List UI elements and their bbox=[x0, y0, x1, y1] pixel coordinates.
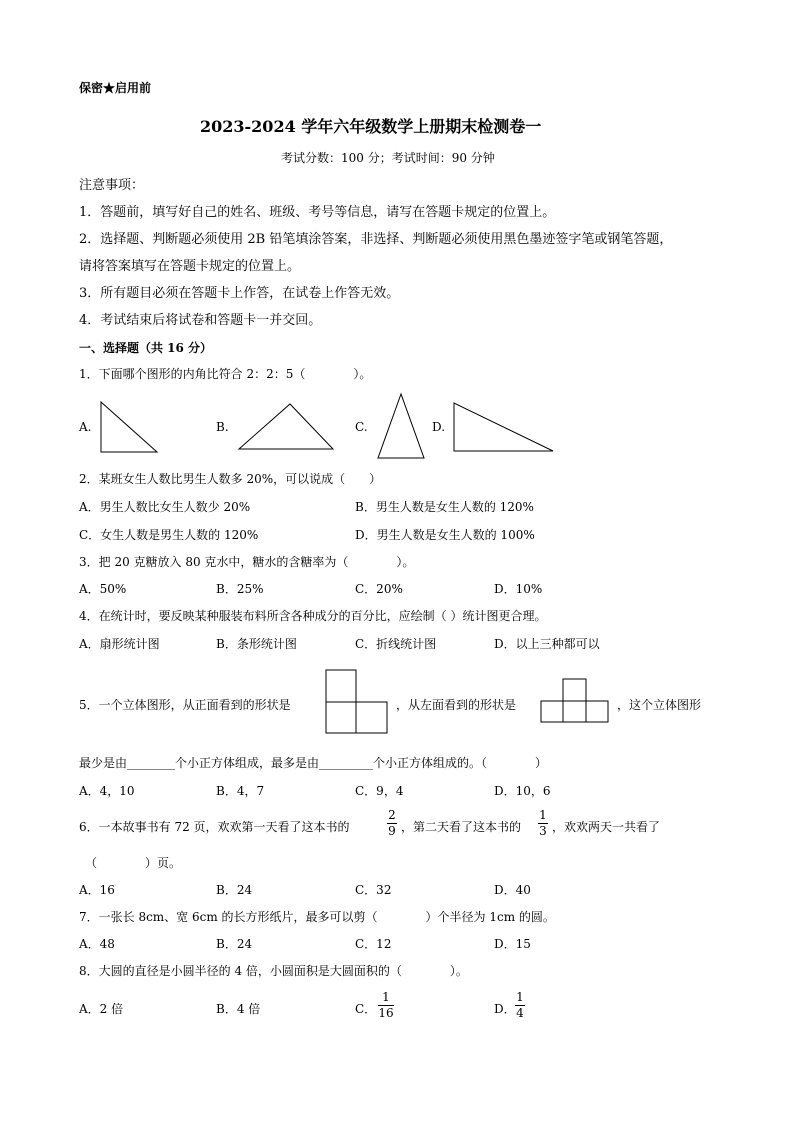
note-item: 3．所有题目必须在答题卡上作答，在试卷上作答无效。 bbox=[79, 286, 400, 301]
q8-option-b: B．4 倍 bbox=[216, 1002, 261, 1016]
fraction-denominator: 9 bbox=[388, 824, 396, 838]
q4-option-d: D．以上三种都可以 bbox=[494, 637, 600, 651]
question-6-stem-line2: （ ）页。 bbox=[85, 856, 182, 870]
fraction-numerator: 1 bbox=[539, 808, 547, 822]
question-5-stem-part1: 5．一个立体图形，从正面看到的形状是 bbox=[79, 698, 291, 712]
question-7-stem: 7．一张长 8cm、宽 6cm 的长方形纸片，最多可以剪（ ）个半径为 1cm 的圆。 bbox=[79, 910, 555, 924]
q1-option-d-label: D. bbox=[432, 420, 446, 434]
obtuse-triangle-figure bbox=[237, 402, 337, 452]
question-5-stem-part3: ，这个立体图形 bbox=[617, 698, 702, 712]
scalene-triangle-figure bbox=[452, 401, 556, 453]
left-view-figure bbox=[540, 678, 611, 724]
fraction-one-sixteenth bbox=[378, 991, 394, 1020]
q5-option-b: B．4，7 bbox=[216, 784, 265, 798]
question-5-stem-line2: 最少是由________个小正方体组成，最多是由_________个小正方体组成的。（ ） bbox=[79, 756, 548, 770]
q7-option-d: D．15 bbox=[494, 937, 531, 951]
note-item: 1．答题前，填写好自己的姓名、班级、考号等信息，请写在答题卡规定的位置上。 bbox=[79, 205, 556, 220]
q7-option-a: A．48 bbox=[79, 937, 115, 951]
question-6-stem-part1: 6．一本故事书有 72 页，欢欢第一天看了这本书的 bbox=[79, 820, 350, 834]
note-item: 4．考试结束后将试卷和答题卡一并交回。 bbox=[79, 313, 322, 328]
q5-option-c: C．9，4 bbox=[355, 784, 404, 798]
q3-option-a: A．50% bbox=[79, 582, 127, 596]
q3-option-b: B．25% bbox=[216, 582, 264, 596]
note-item: 2．选择题、判断题必须使用 2B 铅笔填涂答案，非选择、判断题必须使用黑色墨迹签字笔或钢笔答题， bbox=[79, 232, 673, 247]
q4-option-b: B．条形统计图 bbox=[216, 637, 297, 651]
q2-option-b: B．男生人数是女生人数的 120% bbox=[355, 500, 534, 514]
q5-option-a: A．4，10 bbox=[79, 784, 135, 798]
fraction-numerator: 1 bbox=[382, 990, 390, 1004]
question-8-stem: 8．大圆的直径是小圆半径的 4 倍，小圆面积是大圆面积的（ ）。 bbox=[79, 964, 468, 978]
front-view-figure bbox=[325, 669, 389, 735]
fraction-one-fourth bbox=[515, 991, 525, 1020]
question-4-stem: 4．在统计时，要反映某种服装布料所含各种成分的百分比，应绘制（ ）统计图更合理。 bbox=[79, 609, 547, 623]
q8-option-d-label: D． bbox=[494, 1002, 516, 1016]
q5-option-d: D．10，6 bbox=[494, 784, 551, 798]
question-1-stem: 1．下面哪个图形的内角比符合 2：2：5（ ）。 bbox=[79, 367, 372, 381]
q4-option-a: A．扇形统计图 bbox=[79, 637, 160, 651]
question-6-stem-part3: ，欢欢两天一共看了 bbox=[552, 820, 661, 834]
q3-option-d: D．10% bbox=[494, 582, 543, 596]
q2-option-a: A．男生人数比女生人数少 20% bbox=[79, 500, 251, 514]
q3-option-c: C．20% bbox=[355, 582, 403, 596]
q1-option-c-label: C. bbox=[355, 420, 368, 434]
confidential-label: 保密★启用前 bbox=[79, 81, 152, 95]
q6-option-a: A．16 bbox=[79, 883, 115, 897]
q2-option-c: C．女生人数是男生人数的 120% bbox=[79, 528, 259, 542]
question-3-stem: 3．把 20 克糖放入 80 克水中，糖水的含糖率为（ ）。 bbox=[79, 555, 415, 569]
q6-option-b: B．24 bbox=[216, 883, 253, 897]
right-triangle-figure bbox=[99, 400, 159, 455]
fraction-denominator: 3 bbox=[539, 824, 547, 838]
question-5-stem-part2: ，从左面看到的形状是 bbox=[396, 698, 517, 712]
question-2-stem: 2．某班女生人数比男生人数多 20%，可以说成（ ） bbox=[79, 472, 382, 486]
fraction-numerator: 2 bbox=[388, 808, 396, 822]
q4-option-c: C．折线统计图 bbox=[355, 637, 437, 651]
q8-option-c-label: C． bbox=[355, 1002, 377, 1016]
isosceles-triangle-figure bbox=[376, 392, 431, 460]
q7-option-b: B．24 bbox=[216, 937, 253, 951]
question-6-stem-part2: ，第二天看了这本书的 bbox=[401, 820, 522, 834]
q8-option-a: A．2 倍 bbox=[79, 1002, 124, 1016]
q1-option-b-label: B. bbox=[216, 420, 229, 434]
q6-option-d: D．40 bbox=[494, 883, 531, 897]
section-heading: 一、选择题（共 16 分） bbox=[79, 341, 213, 355]
exam-info: 考试分数：100 分；考试时间：90 分钟 bbox=[281, 151, 495, 165]
q2-option-d: D．男生人数是女生人数的 100% bbox=[355, 528, 535, 542]
q6-option-c: C．32 bbox=[355, 883, 392, 897]
q1-option-a-label: A. bbox=[79, 420, 92, 434]
fraction-denominator: 16 bbox=[378, 1006, 394, 1020]
q7-option-c: C．12 bbox=[355, 937, 392, 951]
fraction-denominator: 4 bbox=[516, 1006, 524, 1020]
fraction-one-third bbox=[538, 809, 548, 838]
fraction-numerator: 1 bbox=[516, 990, 524, 1004]
notes-heading: 注意事项： bbox=[79, 178, 145, 193]
page-title: 2023-2024 学年六年级数学上册期末检测卷一 bbox=[200, 117, 542, 136]
fraction-two-ninths bbox=[387, 809, 397, 838]
note-item: 请将答案填写在答题卡规定的位置上。 bbox=[79, 259, 301, 274]
